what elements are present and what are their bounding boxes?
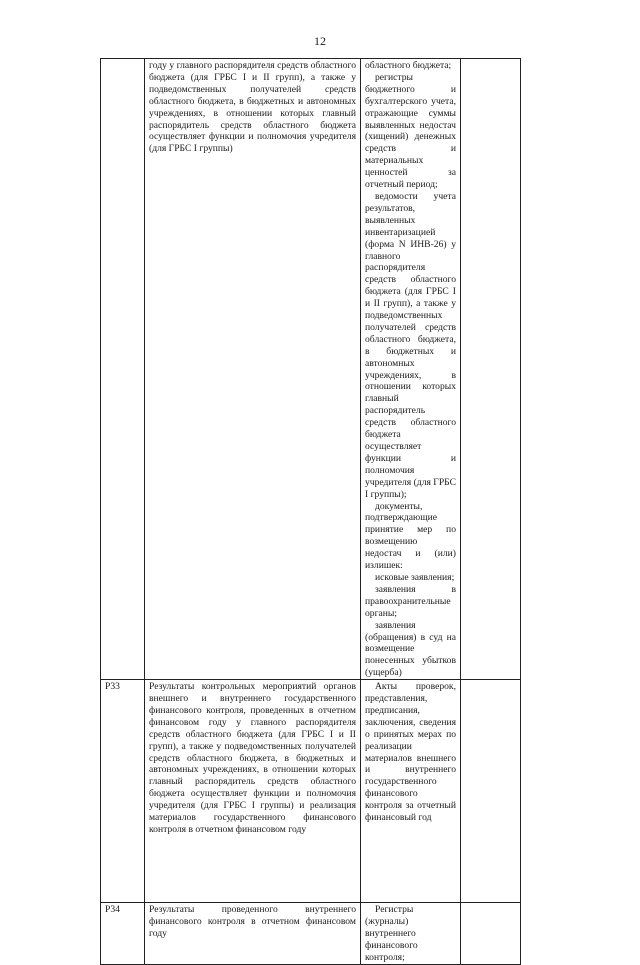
empty-cell bbox=[461, 59, 521, 680]
criteria-table bbox=[100, 58, 521, 965]
evidence-item: ведомости учета результатов, выявленных инвентаризацией (форма N ИНВ-26) у главного распорядителя средств областного бюджета (для ГРБС I и II групп), а также у подведомственных получателей средств областного бюджета, в бюджетных и автономных учреждениях, в отношении которых главный распорядитель средств областного бюджета осуществляет функции и полномочия учредителя (для ГРБС I группы); bbox=[365, 190, 457, 500]
empty-cell bbox=[461, 680, 521, 903]
evidence-item: заявления (обращения) в суд на возмещение понесенных убытков (ущерба) bbox=[365, 619, 456, 679]
row-code bbox=[101, 59, 145, 680]
criterion-text: Результаты контрольных мероприятий органов внешнего и внутреннего государственного финансового контроля, проведенных в отчетном финансовом году у главного распорядителя средств областного бюджета (для ГРБС I и II групп), а также у подведомственных получателей средств областного бюджета, в бюджетных и автономных учреждениях, в отношении которых главный распорядитель средств областного бюджета осуществляет функции и полномочия учредителя (для ГРБС I группы) и реализация материалов государственного финансового контроля в отчетном финансовом году bbox=[149, 681, 356, 835]
evidence-item: документы, подтверждающие принятие мер по возмещению недостач и (или) излишек: bbox=[365, 500, 456, 572]
table-row bbox=[101, 680, 521, 903]
criterion-cell bbox=[145, 59, 361, 680]
evidence-cell bbox=[361, 903, 461, 965]
table-row bbox=[101, 903, 521, 965]
criterion-text: Результаты проведенного внутреннего финансового контроля в отчетном финансовом году bbox=[149, 904, 356, 939]
evidence-item: регистры бюджетного и бухгалтерского учета, отражающие суммы выявленных недостач (хищений) денежных средств и материальных ценностей за отчетный период; bbox=[365, 71, 456, 191]
evidence-item: заявления в правоохранительные органы; bbox=[365, 583, 456, 619]
row-code: P33 bbox=[101, 680, 145, 903]
row-code: P34 bbox=[101, 903, 145, 965]
empty-cell bbox=[461, 903, 521, 965]
page-number: 12 bbox=[314, 34, 326, 48]
evidence-item: исковые заявления; bbox=[375, 571, 455, 583]
criterion-cell bbox=[145, 903, 361, 965]
criterion-cell bbox=[145, 680, 361, 903]
criterion-text: году у главного распорядителя средств областного бюджета (для ГРБС I и II групп), а также у подведомственных получателей средств областного бюджета, в бюджетных и автономных учреждениях, в отношении которых главный распорядитель средств областного бюджета осуществляет функции и полномочия учредителя (для ГРБС I группы) bbox=[149, 60, 356, 155]
evidence-cell bbox=[361, 59, 461, 680]
evidence-cell bbox=[361, 680, 461, 903]
table-row bbox=[101, 59, 521, 680]
evidence-item: Акты проверок, представления, предписания, заключения, сведения о принятых мерах по реализации материалов внешнего и внутреннего государственного финансового контроля за отчетный финансовый год bbox=[365, 681, 456, 824]
evidence-item: областного бюджета; bbox=[365, 60, 452, 71]
evidence-item: Регистры (журналы) внутреннего финансового контроля; bbox=[365, 904, 418, 963]
